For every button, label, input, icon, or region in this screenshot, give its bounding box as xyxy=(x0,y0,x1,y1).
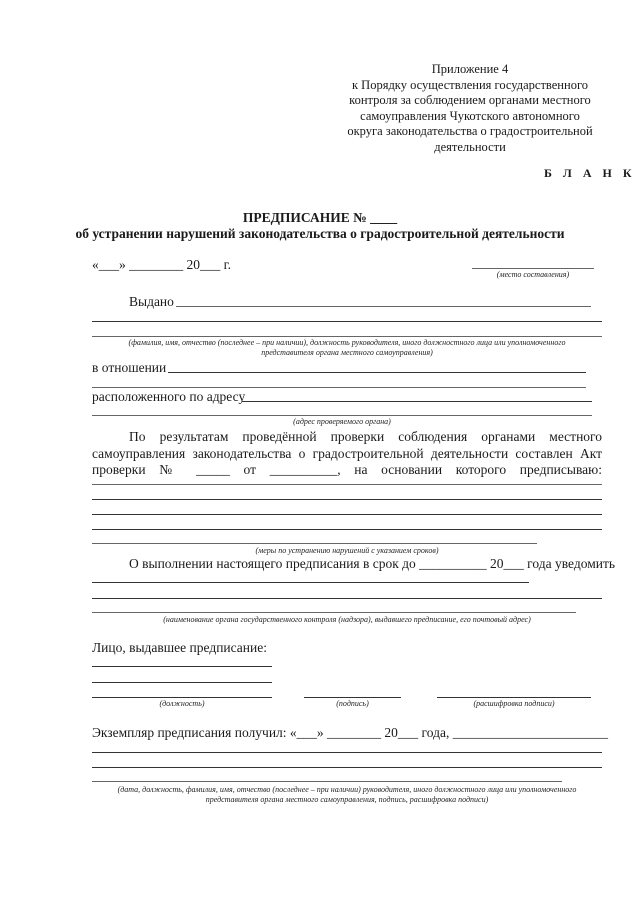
issuer-line[interactable] xyxy=(92,682,272,683)
address-label: расположенного по адресу xyxy=(92,389,246,404)
notify-line[interactable] xyxy=(92,598,602,599)
measures-hint: (меры по устранению нарушений с указанием сроков) xyxy=(255,546,439,555)
issued-hint: (фамилия, имя, отчество (последнее – при наличии), должность руководителя, иного должностного лица или уполномоченного xyxy=(128,338,566,347)
appendix-header xyxy=(330,62,610,155)
receipt-hint-2: представителя органа местного самоуправления, подпись, расшифровка подписи) xyxy=(205,795,489,804)
issued-field-line-3[interactable] xyxy=(92,336,602,337)
position-field[interactable] xyxy=(92,697,272,698)
appendix-line: округа законодательства о градостроительной xyxy=(347,124,593,138)
inspection-paragraph xyxy=(92,429,602,479)
regarding-label: в отношении xyxy=(92,360,167,375)
position-hint: (должность) xyxy=(159,699,205,708)
issuer-line[interactable] xyxy=(92,666,272,667)
receipt-text: Экземпляр предписания получил: «___» ________ 20___ года, _______________________ xyxy=(92,725,608,740)
form-label: Б Л А Н К xyxy=(544,166,636,180)
address-field-line-2[interactable] xyxy=(92,415,592,416)
receipt-hint: (дата, должность, фамилия, имя, отчество (последнее – при наличии) руководителя, иного должностного лица или уполномоченного xyxy=(117,785,577,794)
issued-field-line-2[interactable] xyxy=(92,321,602,322)
regarding-field[interactable] xyxy=(168,372,586,373)
appendix-line: деятельности xyxy=(434,139,506,154)
decoding-field[interactable] xyxy=(437,697,591,698)
signature-hint: (подпись) xyxy=(336,699,369,708)
document-subtitle: об устранении нарушений законодательства о градостроительной деятельности xyxy=(75,226,565,241)
receipt-line[interactable] xyxy=(92,781,562,782)
issued-label: Выдано xyxy=(129,294,174,309)
measures-line[interactable] xyxy=(92,543,537,544)
appendix-line: самоуправления Чукотского автономного xyxy=(360,108,580,123)
notify-line[interactable] xyxy=(92,612,576,613)
inspection-text-line: проверки № _____ от __________, на основании которого предписываю: xyxy=(92,462,602,477)
measures-line[interactable] xyxy=(92,529,602,530)
document-title: ПРЕДПИСАНИЕ № ____ xyxy=(242,210,398,225)
authority-hint: (наименование органа государственного контроля (надзора), выдавшего предписание, его почтовый адрес) xyxy=(163,615,531,624)
signature-field[interactable] xyxy=(304,697,401,698)
address-hint: (адрес проверяемого органа) xyxy=(293,417,391,426)
decoding-hint: (расшифровка подписи) xyxy=(473,699,555,708)
measures-line[interactable] xyxy=(92,484,602,485)
receipt-line[interactable] xyxy=(92,752,602,753)
regarding-field-line-2[interactable] xyxy=(92,387,586,388)
issued-field[interactable] xyxy=(176,306,591,307)
issuer-label: Лицо, выдавшее предписание: xyxy=(92,640,267,655)
date-line: «___» ________ 20___ г. xyxy=(92,257,232,272)
deadline-text: О выполнении настоящего предписания в срок до __________ 20___ года уведомить xyxy=(129,556,616,571)
place-underline[interactable] xyxy=(472,268,594,269)
appendix-line: Приложение 4 xyxy=(431,62,509,76)
notify-line[interactable] xyxy=(92,582,529,583)
place-hint: (место составления) xyxy=(496,270,570,279)
inspection-text-line: По результатам проведённой проверки соблюдения органами местного xyxy=(129,429,602,444)
address-field[interactable] xyxy=(242,401,592,402)
issued-hint-2: представителя органа местного самоуправления) xyxy=(261,348,433,357)
receipt-line[interactable] xyxy=(92,767,602,768)
measures-line[interactable] xyxy=(92,499,602,500)
inspection-text-line: самоуправления законодательства о градостроительной деятельности составлен Акт xyxy=(92,445,602,461)
measures-line[interactable] xyxy=(92,514,602,515)
appendix-line: контроля за соблюдением органами местного xyxy=(349,93,591,107)
appendix-line: к Порядку осуществления государственного xyxy=(351,77,589,92)
